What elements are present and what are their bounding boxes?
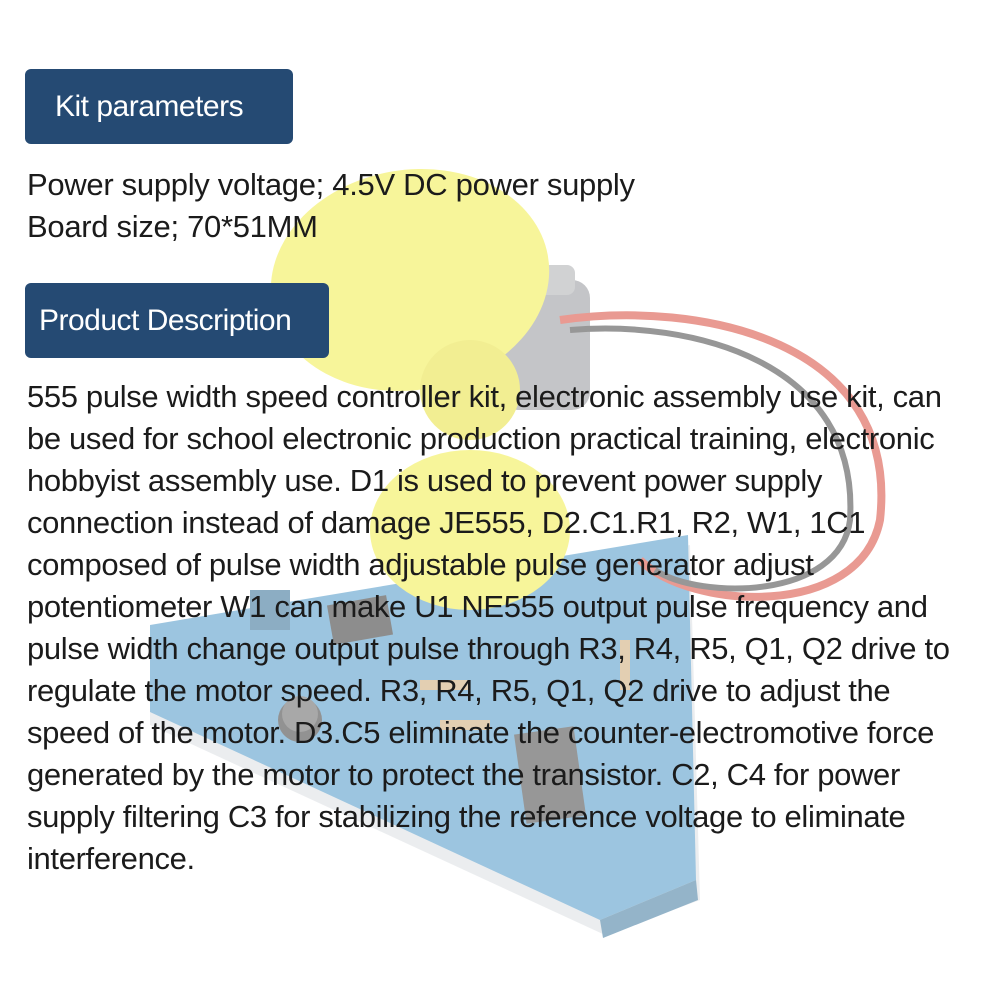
kit-parameters-heading <box>25 69 293 144</box>
power-supply-line: Power supply voltage; 4.5V DC power supply <box>27 167 635 202</box>
kit-parameters-heading-text: Kit parameters <box>55 89 244 123</box>
board-size-line: Board size; 70*51MM <box>27 209 318 244</box>
kit-parameters-list <box>27 164 977 248</box>
product-description-heading <box>25 283 329 358</box>
product-description-text: 555 pulse width speed controller kit, electronic assembly use kit, can be used for school electronic production practical training, electronic hobbyist assembly use. D1 is used to prevent power supply connection instead of damage JE555, D2.C1.R1, R2, W1, 1C1 composed of pulse width adjustable pulse generator adjust potentiometer W1 can make U1 NE555 output pulse frequency and pulse width change output pulse through R3, R4, R5, Q1, Q2 drive to regulate the motor speed. R3, R4, R5, Q1, Q2 drive to adjust the speed of the motor. D3.C5 eliminate the counter-electromotive force generated by the motor to protect the transistor. C2, C4 for power supply filtering C3 for stabilizing the reference voltage to eliminate interference. <box>27 379 950 876</box>
product-description-heading-text: Product Description <box>39 303 292 337</box>
